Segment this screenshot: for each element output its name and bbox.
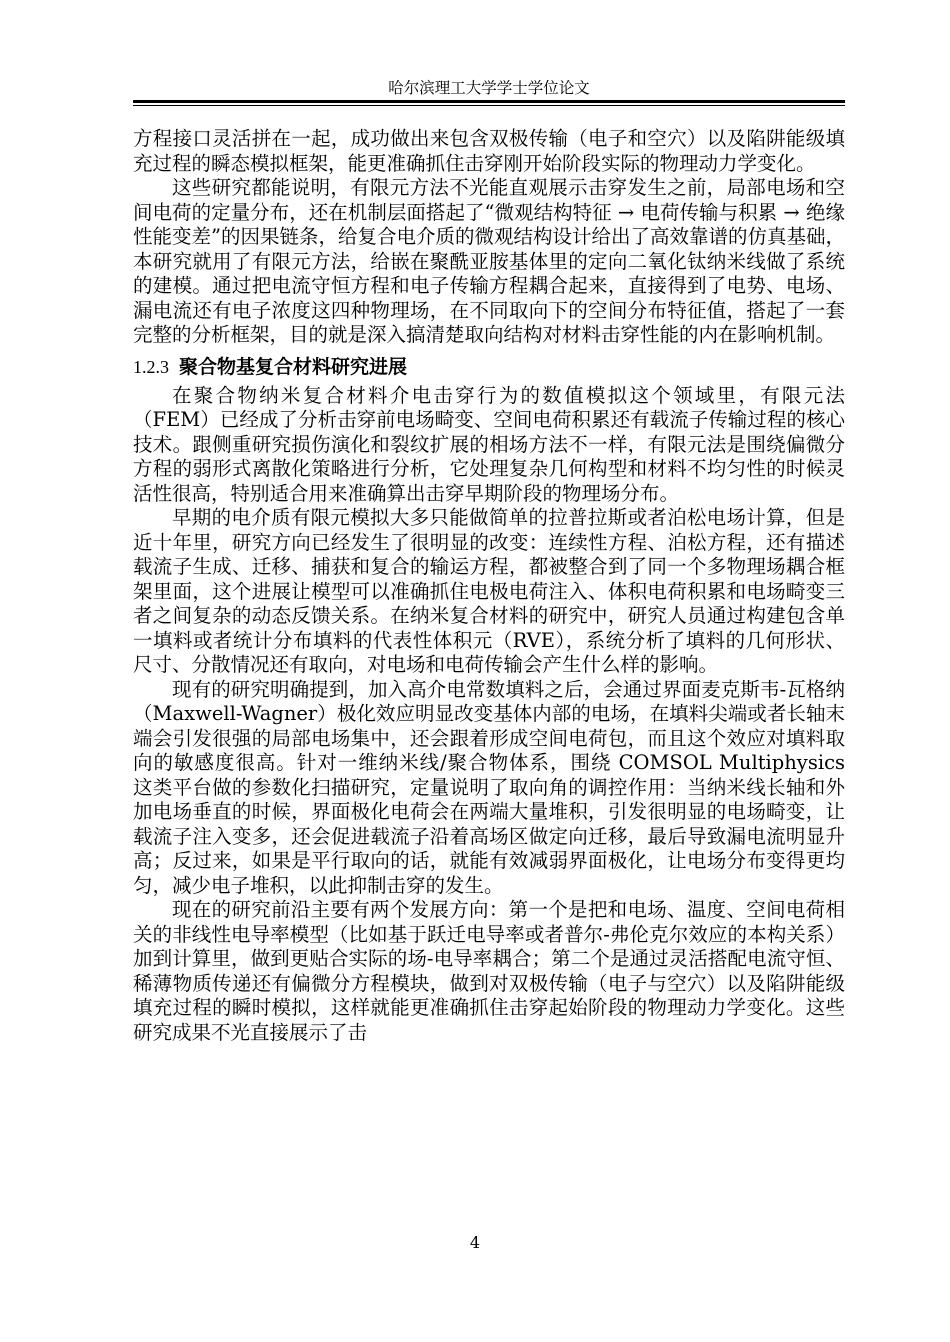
section-title: 聚合物基复合材料研究进展 — [179, 355, 408, 378]
paragraph: 这些研究都能说明，有限元方法不光能直观展示击穿发生之前，局部电场和空间电荷的定量分布，还在机制层面搭起了“微观结构特征 → 电荷传输与积累 → 绝缘性能变差”的因果链条，给复合电介质的微观结构设计给出了高效靠谱的仿真基础，本研究就用了有限元方法，给嵌在聚酰亚胺基体里的定向二氧化钛纳米线做了系统的建模。通过把电流守恒方程和电子传输方程耦合起来，直接得到了电势、电场、漏电流还有电子浓度这四种物理场，在不同取向下的空间分布特征值，搭起了一套完整的分析框架，目的就是深入搞清楚取向结构对材料击穿性能的内在影响机制。 — [133, 176, 845, 346]
paragraph: 早期的电介质有限元模拟大多只能做简单的拉普拉斯或者泊松电场计算，但是近十年里，研究方向已经发生了很明显的改变：连续性方程、泊松方程，还有描述载流子生成、迁移、捕获和复合的输运方程，都被整合到了同一个多物理场耦合框架里面，这个进展让模型可以准确抓住电极电荷注入、体积电荷积累和电场畸变三者之间复杂的动态反馈关系。在纳米复合材料的研究中，研究人员通过构建包含单一填料或者统计分布填料的代表性体积元（RVE），系统分析了填料的几何形状、尺寸、分散情况还有取向，对电场和电荷传输会产生什么样的影响。 — [133, 506, 845, 676]
paragraph: 在聚合物纳米复合材料介电击穿行为的数值模拟这个领域里，有限元法（FEM）已经成了分析击穿前电场畸变、空间电荷积累还有载流子传输过程的核心技术。跟侧重研究损伤演化和裂纹扩展的相场方法不一样，有限元法是围绕偏微分方程的弱形式离散化策略进行分析，它处理复杂几何构型和材料不均匀性的时候灵活性很高，特别适合用来准确算出击穿早期阶段的物理场分布。 — [133, 383, 845, 505]
paragraph: 现有的研究明确提到，加入高介电常数填料之后，会通过界面麦克斯韦-瓦格纳（Maxwell-Wagner）极化效应明显改变基体内部的电场，在填料尖端或者长轴末端会引发很强的局部电场集中，还会跟着形成空间电荷包，而且这个效应对填料取向的敏感度很高。针对一维纳米线/聚合物体系，围绕 COMSOL Multiphysics 这类平台做的参数化扫描研究，定量说明了取向角的调控作用：当纳米线长轴和外加电场垂直的时候，界面极化电荷会在两端大量堆积，引发很明显的电场畸变，让载流子注入变多，还会促进载流子沿着高场区做定向迁移，最后导致漏电流明显升高；反过来，如果是平行取向的话，就能有效减弱界面极化，让电场分布变得更均匀，减少电子堆积，以此抑制击穿的发生。 — [133, 677, 845, 897]
section-heading — [133, 354, 845, 380]
body-text — [133, 127, 845, 1045]
page-number: 4 — [469, 1233, 481, 1252]
section-number: 1.2.3 — [133, 356, 169, 377]
paragraph: 现在的研究前沿主要有两个发展方向：第一个是把和电场、温度、空间电荷相关的非线性电导率模型（比如基于跃迁电导率或者普尔-弗伦克尔效应的本构关系）加到计算里，做到更贴合实际的场-电导率耦合；第二个是通过灵活搭配电流守恒、稀薄物质传递还有偏微分方程模块，做到对双极传输（电子与空穴）以及陷阱能级填充过程的瞬时模拟，这样就能更准确抓住击穿起始阶段的物理动力学变化。这些研究成果不光直接展示了击 — [133, 898, 845, 1044]
running-header: 哈尔滨理工大学学士学位论文 — [388, 79, 590, 97]
paragraph: 方程接口灵活拼在一起，成功做出来包含双极传输（电子和空穴）以及陷阱能级填充过程的瞬态模拟框架，能更准确抓住击穿刚开始阶段实际的物理动力学变化。 — [133, 127, 845, 175]
header-rule-thick — [133, 100, 845, 103]
header-rule-thin — [133, 105, 845, 106]
